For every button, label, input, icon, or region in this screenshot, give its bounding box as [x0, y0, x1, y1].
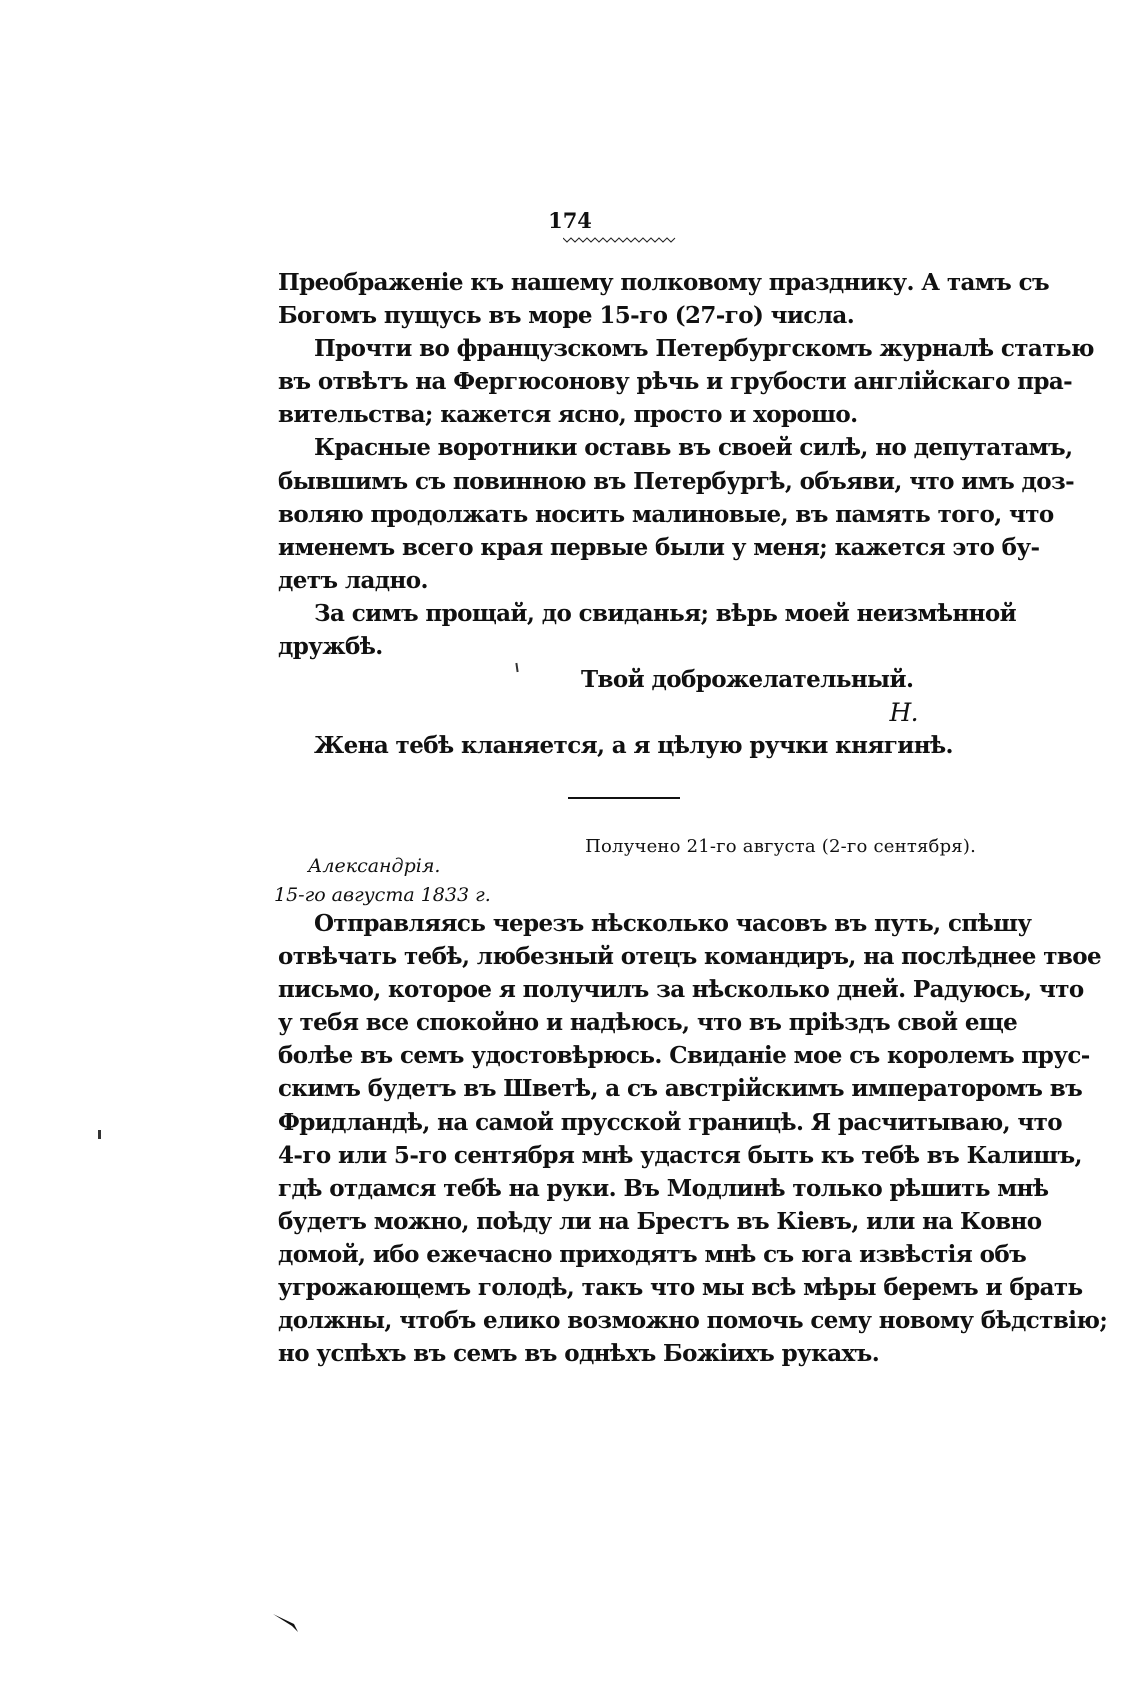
text-line: Преображенiе къ нашему полковому празднику. А тамъ съ — [278, 269, 1050, 296]
text-line: именемъ всего края первые были у меня; кажется это бу- — [278, 533, 1040, 561]
text-line: Прочти во французскомъ Петербургскомъ журналѣ статью — [314, 335, 1094, 363]
letter-place: Александрiя. — [308, 855, 441, 877]
text-line: Отправляясь черезъ нѣсколько часовъ въ путь, спѣшу — [314, 910, 1032, 937]
text-line: Богомъ пущусь въ море 15-го (27-го) числа. — [278, 302, 855, 330]
postscript-line: Жена тебѣ кланяется, а я цѣлую ручки княгинѣ. — [314, 732, 953, 760]
text-line: Фридландѣ, на самой прусской границѣ. Я расчитываю, что — [278, 1108, 1063, 1136]
text-line: угрожающемъ голодѣ, такъ что мы всѣ мѣры беремъ и брать — [278, 1274, 1083, 1302]
text-line: домой, ибо ежечасно приходятъ мнѣ съ юга извѣстiя объ — [278, 1240, 1027, 1268]
text-line: болѣе въ семъ удостовѣрюсь. Свиданiе мое съ королемъ прус- — [278, 1042, 1090, 1070]
text-line: отвѣчать тебѣ, любезный отецъ командиръ, на послѣднее твое — [278, 943, 1101, 971]
text-line: должны, чтобъ елико возможно помочь сему новому бѣдствiю; — [278, 1307, 1108, 1335]
page-number: 174 — [548, 208, 592, 233]
text-line: детъ ладно. — [278, 566, 428, 594]
received-note: Получено 21-го августа (2-го сентября). — [585, 836, 976, 857]
letter-body — [278, 907, 1108, 1370]
scan-mark-icon — [272, 1612, 302, 1634]
section-divider — [568, 797, 680, 799]
text-line: въ отвѣтъ на Фергюсонову рѣчь и грубости англiйскаго пра- — [278, 368, 1073, 396]
text-line: гдѣ отдамся тебѣ на руки. Въ Модлинѣ только рѣшить мнѣ — [278, 1174, 1049, 1202]
letter-date: 15-го августа 1833 г. — [274, 884, 491, 906]
text-line: воляю продолжать носить малиновые, въ память того, что — [278, 500, 1054, 528]
text-line: За симъ прощай, до свиданья; вѣрь моей неизмѣнной — [314, 599, 1017, 627]
print-mark — [98, 1130, 101, 1139]
letter-continuation — [278, 266, 1094, 762]
text-line: 4-го или 5-го сентября мнѣ удастся быть къ тебѣ въ Калишъ, — [278, 1141, 1082, 1169]
text-line: но успѣхъ въ семъ въ однѣхъ Божiихъ рукахъ. — [278, 1340, 880, 1368]
text-line: дружбѣ. — [278, 633, 383, 661]
text-line: вительства; кажется ясно, просто и хорошо. — [278, 401, 858, 429]
closing-line: Твой доброжелательный. — [581, 666, 914, 694]
text-line: Красные воротники оставь въ своей силѣ, но депутатамъ, — [314, 434, 1073, 462]
text-line: бывшимъ съ повинною въ Петербургѣ, объяви, что имъ доз- — [278, 467, 1075, 495]
text-line: у тебя все спокойно и надѣюсь, что въ прiѣздъ свой еще — [278, 1009, 1018, 1037]
signature-initial: Н. — [889, 698, 918, 728]
text-line: будетъ можно, поѣду ли на Брестъ въ Кiевъ, или на Ковно — [278, 1207, 1042, 1235]
text-line: скимъ будетъ въ Шветѣ, а съ австрiйскимъ императоромъ въ — [278, 1075, 1083, 1103]
text-line: письмо, которое я получилъ за нѣсколько дней. Радуюсь, что — [278, 976, 1084, 1004]
page-number-ornament — [563, 236, 677, 244]
